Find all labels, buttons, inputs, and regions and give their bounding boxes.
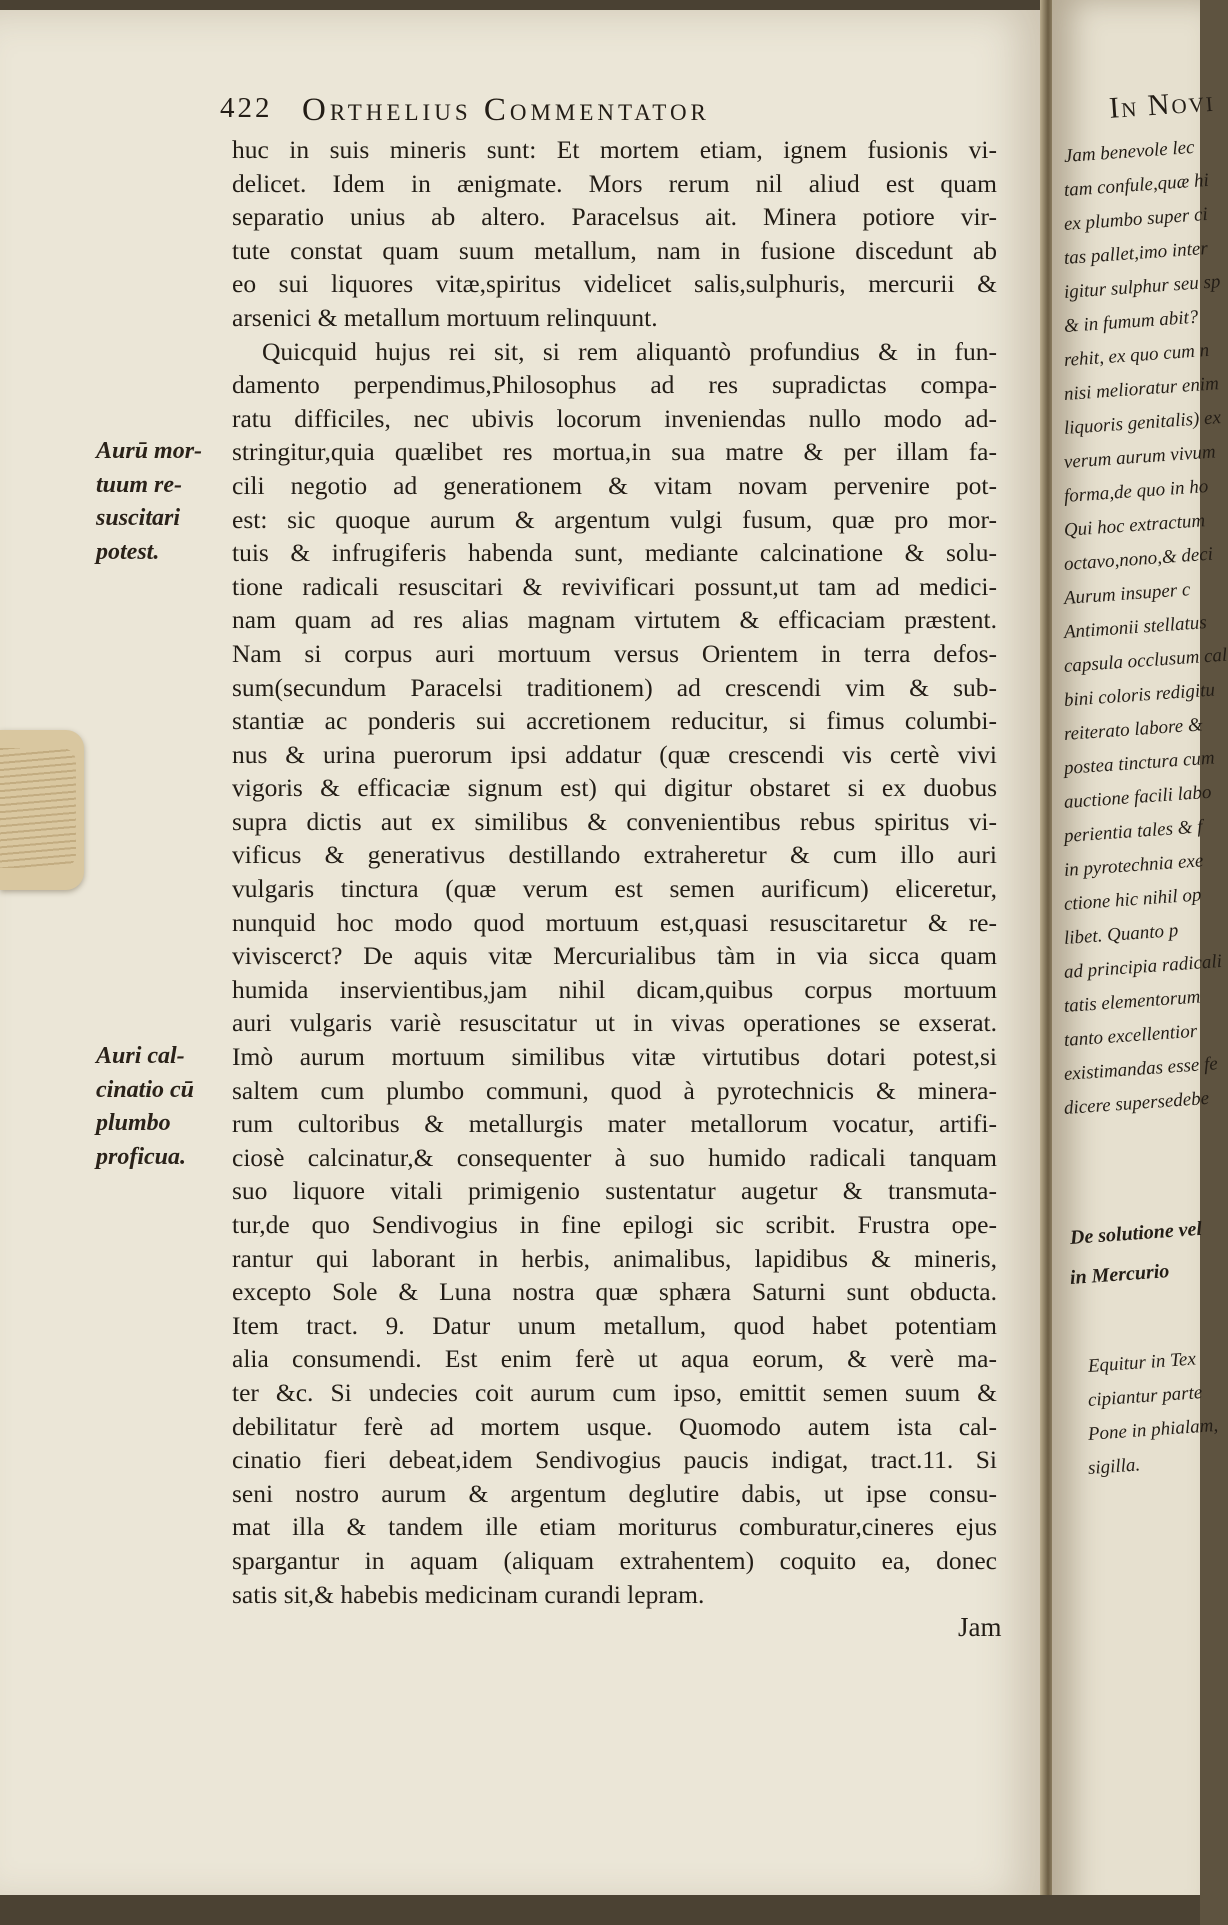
text-line: octavo,nono,& deci [1063,543,1214,575]
text-line: suo liquore vitali primigenio sustentatur augetur & transmuta- [232,1176,997,1206]
text-line: stringitur,quia quælibet res mortua,in sua matre & per illam fa- [232,437,997,467]
side-note-line: Auri cal- [96,1043,185,1069]
text-line: debilitatur ferè ad mortem usque. Quomodo autem ista cal- [232,1411,997,1441]
text-line: libet. Quanto p [1063,920,1179,949]
text-line: ciosè calcinatur,& consequenter à suo humido radicali tanquam [232,1142,997,1172]
text-line: bini coloris redigitu [1063,679,1216,711]
text-line: verum aurum vivum [1063,441,1217,473]
text-line: spargantur in aquam (aliquam extrahentem) coquito ea, donec [232,1545,997,1575]
text-line: Item tract. 9. Datur unum metallum, quod habet potentiam [232,1310,997,1340]
text-line: ter &c. Si undecies coit aurum cum ipso, emittit semen suum & [232,1377,997,1407]
text-line: vificus & generativus destillando extraheretur & cum illo auri [232,840,997,870]
right-page-running-head: In Novi [1108,84,1216,125]
text-line: vigoris & efficaciæ signum est) qui digitur obstaret si ex duobus [232,773,997,803]
page-number: 422 [220,92,273,124]
text-line: cinatio fieri debeat,idem Sendivogius paucis indigat, tract.11. Si [232,1445,997,1475]
side-note-line: Aurū mor- [96,438,203,464]
text-line: rantur qui laborant in herbis, animalibus, lapidibus & mineris, [232,1243,997,1273]
text-line: separatio unius ab altero. Paracelsus ait. Minera potiore vir- [232,202,997,232]
side-note-line: De solutione vel [1069,1217,1203,1249]
right-page-text [1063,136,1228,1126]
side-note-line: in Mercurio [1069,1260,1170,1289]
text-line: supra dictis aut ex similibus & convenientibus rebus spiritus vi- [232,806,997,836]
scan-bottom-edge [0,1895,1200,1925]
text-line: Jam benevole lec [1063,136,1196,167]
text-line: ex plumbo super ci [1063,203,1209,235]
text-line: ad principia radicali [1063,950,1223,983]
text-line: sum(secundum Paracelsi traditionem) ad crescendi vim & sub- [232,672,997,702]
text-line: Qui hoc extractum [1063,510,1206,541]
text-line: arsenici & metallum mortuum relinquunt. [232,302,658,332]
side-note-line: proficua. [96,1143,186,1170]
text-line: postea tinctura cum [1063,747,1216,779]
text-line: Aurum insuper c [1063,579,1192,609]
side-note-line: potest. [96,538,160,565]
text-line: rehit, ex quo cum n [1063,339,1210,371]
text-line: est: sic quoque aurum & argentum vulgi fusum, quæ pro mor- [232,504,997,534]
text-line: forma,de quo in ho [1063,475,1209,507]
text-line: nus & urina puerorum ipsi addatur (quæ crescendi vis certè vivi [232,739,997,769]
text-line: tam confule,quæ hi [1063,169,1210,201]
body-text [232,133,997,1611]
text-line: Quicquid hujus rei sit, si rem aliquantò profundius & in fun- [262,336,997,366]
side-note-aurum-mortuum [96,435,226,569]
text-line: nisi melioratur enim [1063,373,1220,405]
text-line: tione radicali resuscitari & revivificari possunt,ut tam ad medici- [232,571,997,601]
text-line: saltem cum plumbo communi, quod à pyrotechnicis & minera- [232,1075,997,1105]
text-line: & in fumum abit? [1063,306,1199,337]
text-line: tatis elementorum [1063,986,1202,1017]
text-line: cipiantur parte [1087,1382,1203,1411]
text-line: mat illa & tandem ille etiam moriturus comburatur,cineres ejus [232,1512,997,1542]
side-note-auri-calcinatio [96,1040,236,1174]
text-line: humida inservientibus,jam nihil dicam,quibus corpus mortuum [232,974,997,1004]
running-head: Orthelius Commentator [302,92,710,128]
text-line: tanto excellentior [1063,1020,1198,1051]
text-line: Pone in phialam, [1087,1414,1219,1445]
text-line: liquoris genitalis) ex [1063,407,1222,439]
text-line: capsula occlusum cal [1063,644,1228,677]
text-line: tuis & infrugiferis habenda sunt, mediante calcinatione & solu- [232,538,997,568]
text-line: auctione facili labo [1063,781,1213,813]
page-header [220,92,1020,136]
text-line: satis sit,& habebis medicinam curandi lepram. [232,1579,705,1609]
text-line: reiterato labore & [1063,714,1204,745]
text-line: existimandas esse fe [1063,1053,1219,1085]
text-line: in pyrotechnia exe [1063,850,1204,881]
text-line: tas pallet,imo inter [1063,237,1209,269]
text-line: Imò aurum mortuum similibus vitæ virtutibus dotari potest,si [232,1042,997,1072]
side-note-line: suscitari [96,505,181,532]
text-line: excepto Sole & Luna nostra quæ sphæra Saturni sunt obducta. [232,1277,997,1307]
text-line: seni nostro aurum & argentum deglutire dabis, ut ipse consu- [232,1478,997,1508]
text-line: sigilla. [1087,1454,1141,1479]
catchword: Jam [958,1612,1002,1642]
text-line: damento perpendimus,Philosophus ad res supradictas compa- [232,370,997,400]
text-line: dicere supersedebe [1063,1087,1210,1119]
text-line: ratu difficiles, nec ubivis locorum inveniendas nullo modo ad- [232,403,997,433]
text-line: nunquid hoc modo quod mortuum est,quasi resuscitaretur & re- [232,907,997,937]
side-note-line: tuum re- [96,471,183,498]
text-line: ctione hic nihil op [1063,884,1203,915]
text-line: viviscerct? De aquis vitæ Mercurialibus tàm in via sicca quam [232,941,997,971]
text-line: vulgaris tinctura (quæ verum est semen aurificum) eliceretur, [232,874,997,904]
text-line: stantiæ ac ponderis sui accretionem reducitur, si fimus columbi- [232,706,997,736]
text-line: nam quam ad res alias magnam virtutem & efficaciam præstent. [232,605,997,635]
side-note-line: plumbo [96,1110,171,1137]
text-line: auri vulgaris variè resuscitatur ut in vivas operationes se exserat. [232,1008,997,1038]
text-line: perientia tales & f [1063,816,1204,847]
right-page-side-note [1069,1217,1203,1298]
side-note-line: cinatio cū [96,1076,195,1103]
text-line: eo sui liquores vitæ,spiritus videlicet salis,sulphuris, mercurii & [232,269,997,299]
text-line: Equitur in Tex [1087,1348,1197,1377]
text-line: Nam si corpus auri mortuum versus Orientem in terra defos- [232,638,997,668]
bookmark-fibers [0,748,76,868]
text-line: rum cultoribus & metallurgis mater metallorum vocatur, artifi- [232,1109,997,1139]
text-line: cili negotio ad generationem & vitam novam pervenire pot- [232,470,997,500]
right-page-text-2 [1087,1348,1219,1486]
text-line: tute constat quam suum metallum, nam in fusione discedunt ab [232,235,997,265]
text-line: huc in suis mineris sunt: Et mortem etiam, ignem fusionis vi- [232,135,997,164]
text-line: delicet. Idem in ænigmate. Mors rerum nil aliud est quam [232,168,997,198]
text-line: Antimonii stellatus [1063,612,1208,643]
text-line: tur,de quo Sendivogius in fine epilogi sic scribit. Frustra ope- [232,1210,997,1239]
text-line: alia consumendi. Est enim ferè ut aqua eorum, & verè ma- [232,1344,997,1374]
text-line: igitur sulphur seu sp [1063,271,1222,303]
